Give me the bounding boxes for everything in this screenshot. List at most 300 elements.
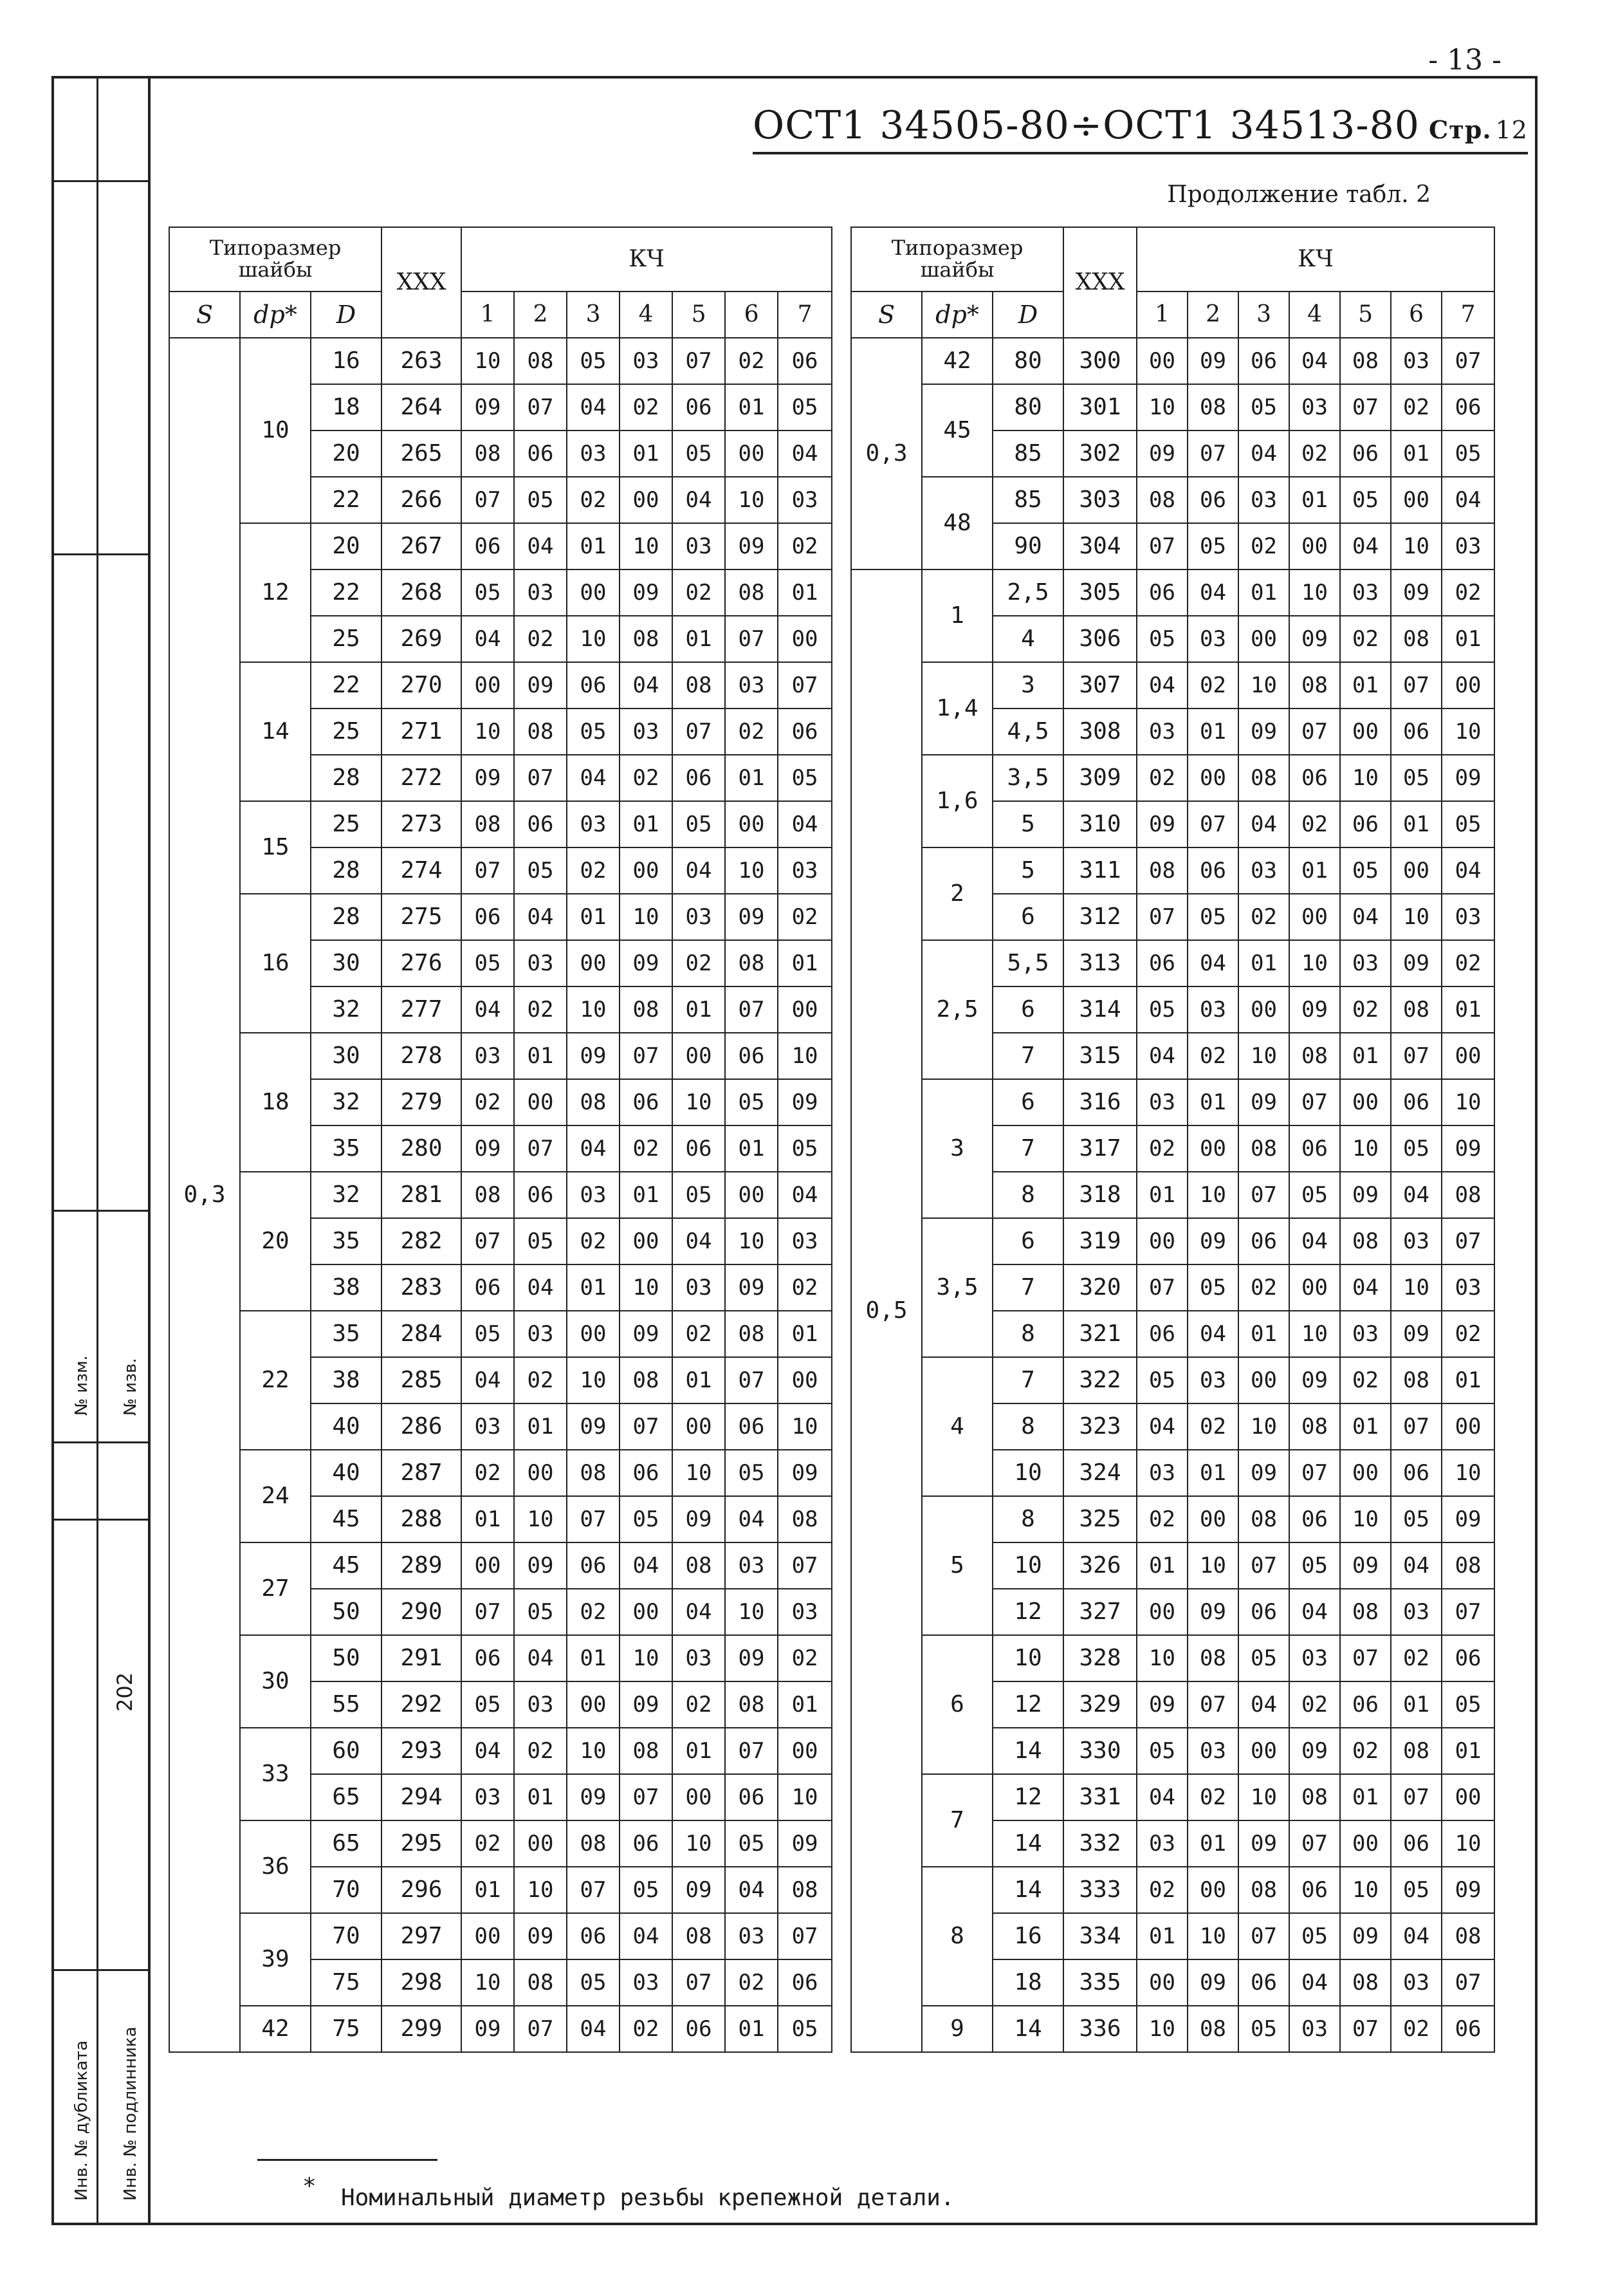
header-group: Типоразмер шайбы <box>851 227 1063 292</box>
cell-kc: 03 <box>1137 708 1188 755</box>
cell-kc: 10 <box>1391 894 1442 940</box>
cell-kc: 08 <box>1442 1542 1494 1589</box>
cell-d: 65 <box>311 1774 381 1820</box>
cell-kc: 04 <box>1188 1311 1238 1357</box>
cell-kc: 05 <box>1442 430 1494 477</box>
cell-kc: 02 <box>514 986 567 1033</box>
cell-kc: 04 <box>778 801 832 847</box>
cell-kc: 08 <box>1188 2006 1238 2052</box>
cell-xxx: 272 <box>381 755 461 801</box>
cell-s: 0,3 <box>851 338 922 569</box>
cell-kc: 04 <box>620 1913 672 1959</box>
header-s: S <box>169 292 240 338</box>
cell-d: 7 <box>993 1357 1063 1403</box>
cell-kc: 08 <box>1289 662 1340 708</box>
cell-kc: 04 <box>461 1728 514 1774</box>
cell-kc: 03 <box>567 801 620 847</box>
cell-xxx: 317 <box>1063 1125 1137 1172</box>
cell-kc: 06 <box>1289 1496 1340 1542</box>
cell-kc: 07 <box>778 1542 832 1589</box>
cell-kc: 03 <box>620 708 672 755</box>
cell-kc: 08 <box>1238 1496 1289 1542</box>
cell-kc: 01 <box>514 1774 567 1820</box>
cell-kc: 03 <box>778 1589 832 1635</box>
cell-kc: 04 <box>1289 1959 1340 2006</box>
cell-dp: 8 <box>922 1867 993 2006</box>
cell-kc: 07 <box>1391 1774 1442 1820</box>
cell-xxx: 265 <box>381 430 461 477</box>
cell-dp: 2 <box>922 847 993 940</box>
cell-kc: 05 <box>1238 1635 1289 1681</box>
cell-kc: 07 <box>1442 1589 1494 1635</box>
cell-kc: 09 <box>1238 1820 1289 1867</box>
margin-hline-3 <box>51 1441 151 1443</box>
cell-kc: 00 <box>725 430 778 477</box>
cell-kc: 01 <box>1188 708 1238 755</box>
cell-kc: 01 <box>672 1357 725 1403</box>
cell-kc: 06 <box>1442 1635 1494 1681</box>
cell-xxx: 263 <box>381 338 461 384</box>
cell-d: 75 <box>311 2006 381 2052</box>
cell-kc: 03 <box>461 1403 514 1450</box>
cell-kc: 00 <box>1340 1820 1391 1867</box>
cell-kc: 03 <box>1137 1450 1188 1496</box>
cell-d: 32 <box>311 986 381 1033</box>
cell-kc: 05 <box>567 708 620 755</box>
cell-kc: 02 <box>778 523 832 569</box>
cell-kc: 09 <box>1289 616 1340 662</box>
cell-kc: 03 <box>1188 616 1238 662</box>
cell-kc: 06 <box>1188 477 1238 523</box>
cell-kc: 03 <box>514 1681 567 1728</box>
cell-d: 30 <box>311 940 381 986</box>
cell-kc: 01 <box>1289 477 1340 523</box>
cell-kc: 02 <box>1391 384 1442 430</box>
cell-d: 38 <box>311 1357 381 1403</box>
cell-kc: 00 <box>461 1913 514 1959</box>
cell-xxx: 318 <box>1063 1172 1137 1218</box>
cell-xxx: 273 <box>381 801 461 847</box>
cell-d: 6 <box>993 986 1063 1033</box>
cell-d: 25 <box>311 801 381 847</box>
cell-kc: 09 <box>1137 430 1188 477</box>
cell-xxx: 266 <box>381 477 461 523</box>
cell-kc: 06 <box>1137 569 1188 616</box>
cell-d: 28 <box>311 847 381 894</box>
margin-izm: № изм. <box>72 1355 91 1416</box>
cell-dp: 3 <box>922 1079 993 1218</box>
cell-kc: 00 <box>725 1172 778 1218</box>
cell-kc: 04 <box>620 662 672 708</box>
cell-kc: 06 <box>725 1774 778 1820</box>
cell-kc: 01 <box>620 430 672 477</box>
table-row <box>169 662 832 708</box>
cell-kc: 09 <box>778 1820 832 1867</box>
cell-kc: 02 <box>672 1681 725 1728</box>
cell-d: 16 <box>311 338 381 384</box>
cell-kc: 00 <box>672 1774 725 1820</box>
cell-d: 8 <box>993 1172 1063 1218</box>
cell-kc: 02 <box>725 708 778 755</box>
cell-kc: 05 <box>1391 1125 1442 1172</box>
cell-kc: 01 <box>1137 1172 1188 1218</box>
cell-kc: 05 <box>778 384 832 430</box>
cell-kc: 01 <box>567 1635 620 1681</box>
cell-kc: 10 <box>567 1357 620 1403</box>
cell-kc: 03 <box>620 338 672 384</box>
cell-kc: 07 <box>1340 2006 1391 2052</box>
cell-xxx: 330 <box>1063 1728 1137 1774</box>
cell-kc: 00 <box>567 1681 620 1728</box>
cell-kc: 00 <box>1137 1589 1188 1635</box>
cell-kc: 04 <box>1442 477 1494 523</box>
cell-kc: 03 <box>1137 1820 1188 1867</box>
cell-kc: 10 <box>567 616 620 662</box>
cell-kc: 02 <box>1238 1264 1289 1311</box>
cell-kc: 02 <box>567 1589 620 1635</box>
cell-kc: 06 <box>1340 801 1391 847</box>
cell-kc: 08 <box>1442 1913 1494 1959</box>
cell-kc: 08 <box>672 662 725 708</box>
cell-kc: 02 <box>514 1728 567 1774</box>
cell-kc: 00 <box>1340 708 1391 755</box>
cell-kc: 02 <box>778 894 832 940</box>
cell-kc: 10 <box>1442 1450 1494 1496</box>
cell-kc: 00 <box>1238 986 1289 1033</box>
table-row <box>851 1774 1494 1820</box>
cell-kc: 05 <box>514 477 567 523</box>
cell-xxx: 309 <box>1063 755 1137 801</box>
cell-kc: 08 <box>1188 384 1238 430</box>
cell-kc: 07 <box>1137 523 1188 569</box>
cell-kc: 02 <box>1289 1681 1340 1728</box>
cell-d: 70 <box>311 1913 381 1959</box>
standard-code: ОСТ1 34505-80÷ОСТ1 34513-80 <box>753 103 1420 148</box>
cell-kc: 07 <box>725 1357 778 1403</box>
cell-kc: 04 <box>1188 940 1238 986</box>
cell-kc: 00 <box>778 1357 832 1403</box>
cell-xxx: 286 <box>381 1403 461 1450</box>
cell-dp: 10 <box>240 338 311 523</box>
cell-kc: 07 <box>725 986 778 1033</box>
cell-kc: 09 <box>567 1033 620 1079</box>
cell-kc: 06 <box>1137 1311 1188 1357</box>
cell-kc: 05 <box>620 1867 672 1913</box>
cell-kc: 09 <box>725 894 778 940</box>
cell-kc: 10 <box>1289 940 1340 986</box>
cell-dp: 20 <box>240 1172 311 1311</box>
cell-kc: 05 <box>778 1125 832 1172</box>
cell-kc: 02 <box>778 1264 832 1311</box>
cell-kc: 05 <box>672 430 725 477</box>
cell-kc: 03 <box>725 1913 778 1959</box>
cell-kc: 10 <box>1137 2006 1188 2052</box>
cell-kc: 02 <box>1340 1357 1391 1403</box>
cell-dp: 9 <box>922 2006 993 2052</box>
cell-kc: 10 <box>461 338 514 384</box>
cell-kc: 03 <box>1188 986 1238 1033</box>
cell-xxx: 305 <box>1063 569 1137 616</box>
cell-d: 5,5 <box>993 940 1063 986</box>
header-xxx: XXX <box>1063 227 1137 338</box>
cell-xxx: 325 <box>1063 1496 1137 1542</box>
cell-kc: 02 <box>514 1357 567 1403</box>
cell-kc: 01 <box>1391 801 1442 847</box>
table-row <box>169 2006 832 2052</box>
cell-dp: 4 <box>922 1357 993 1496</box>
cell-kc: 08 <box>778 1867 832 1913</box>
cell-kc: 06 <box>1391 708 1442 755</box>
cell-kc: 04 <box>778 1172 832 1218</box>
cell-kc: 07 <box>1238 1542 1289 1589</box>
cell-xxx: 294 <box>381 1774 461 1820</box>
cell-kc: 04 <box>1289 1589 1340 1635</box>
cell-kc: 07 <box>461 847 514 894</box>
cell-dp: 18 <box>240 1033 311 1172</box>
cell-kc: 03 <box>1442 1264 1494 1311</box>
cell-kc: 07 <box>1289 1820 1340 1867</box>
cell-d: 28 <box>311 755 381 801</box>
cell-kc: 02 <box>1391 1635 1442 1681</box>
cell-xxx: 302 <box>1063 430 1137 477</box>
table-body-right <box>851 338 1494 2052</box>
cell-kc: 06 <box>461 1635 514 1681</box>
cell-kc: 00 <box>1137 338 1188 384</box>
cell-dp: 36 <box>240 1820 311 1913</box>
cell-d: 28 <box>311 894 381 940</box>
cell-kc: 08 <box>514 338 567 384</box>
cell-dp: 6 <box>922 1635 993 1774</box>
cell-dp: 2,5 <box>922 940 993 1079</box>
cell-kc: 05 <box>1289 1172 1340 1218</box>
cell-kc: 09 <box>1340 1172 1391 1218</box>
cell-kc: 02 <box>778 1635 832 1681</box>
cell-kc: 00 <box>1137 1959 1188 2006</box>
cell-xxx: 312 <box>1063 894 1137 940</box>
cell-d: 22 <box>311 477 381 523</box>
document-title <box>753 103 1528 154</box>
cell-kc: 06 <box>725 1033 778 1079</box>
table-right <box>850 227 1495 2053</box>
table-row <box>851 1635 1494 1681</box>
page-number: - 13 - <box>1428 44 1502 77</box>
cell-kc: 03 <box>1391 338 1442 384</box>
cell-kc: 07 <box>1188 430 1238 477</box>
cell-kc: 06 <box>1238 1218 1289 1264</box>
cell-kc: 01 <box>1188 1820 1238 1867</box>
margin-hline-5 <box>51 1969 151 1971</box>
cell-kc: 01 <box>778 940 832 986</box>
table-row <box>851 1357 1494 1403</box>
table-row <box>169 1172 832 1218</box>
cell-kc: 07 <box>1391 1033 1442 1079</box>
cell-d: 7 <box>993 1125 1063 1172</box>
cell-dp: 1 <box>922 569 993 662</box>
cell-kc: 06 <box>567 662 620 708</box>
cell-kc: 10 <box>567 986 620 1033</box>
cell-kc: 05 <box>461 1681 514 1728</box>
cell-xxx: 291 <box>381 1635 461 1681</box>
cell-kc: 03 <box>1289 2006 1340 2052</box>
cell-kc: 05 <box>1340 847 1391 894</box>
cell-kc: 08 <box>725 569 778 616</box>
cell-xxx: 313 <box>1063 940 1137 986</box>
cell-kc: 09 <box>1442 1867 1494 1913</box>
cell-kc: 09 <box>1188 1589 1238 1635</box>
cell-kc: 01 <box>725 2006 778 2052</box>
cell-kc: 05 <box>672 801 725 847</box>
cell-kc: 05 <box>1137 1728 1188 1774</box>
cell-kc: 08 <box>1238 755 1289 801</box>
table-row <box>851 847 1494 894</box>
cell-xxx: 295 <box>381 1820 461 1867</box>
cell-kc: 02 <box>1188 1774 1238 1820</box>
cell-kc: 02 <box>1442 569 1494 616</box>
table-row <box>169 1728 832 1774</box>
cell-kc: 09 <box>1340 1542 1391 1589</box>
header-kc-col: 5 <box>672 292 725 338</box>
cell-kc: 00 <box>620 1589 672 1635</box>
cell-kc: 07 <box>620 1033 672 1079</box>
table-body-left <box>169 338 832 2052</box>
header-kc: КЧ <box>461 227 832 292</box>
table-row <box>169 1033 832 1079</box>
cell-xxx: 275 <box>381 894 461 940</box>
header-kc-col: 3 <box>567 292 620 338</box>
cell-kc: 06 <box>514 1172 567 1218</box>
cell-kc: 03 <box>778 477 832 523</box>
cell-xxx: 276 <box>381 940 461 986</box>
cell-kc: 00 <box>778 1728 832 1774</box>
cell-kc: 04 <box>1289 338 1340 384</box>
cell-kc: 09 <box>461 1125 514 1172</box>
table-row <box>169 1542 832 1589</box>
cell-kc: 05 <box>1238 2006 1289 2052</box>
cell-xxx: 269 <box>381 616 461 662</box>
table-row <box>169 1450 832 1496</box>
cell-kc: 01 <box>567 1264 620 1311</box>
cell-kc: 07 <box>1188 801 1238 847</box>
cell-kc: 04 <box>672 847 725 894</box>
margin-hline-top <box>51 180 151 182</box>
cell-dp: 42 <box>922 338 993 384</box>
cell-xxx: 290 <box>381 1589 461 1635</box>
cell-d: 18 <box>311 384 381 430</box>
cell-kc: 00 <box>725 801 778 847</box>
cell-kc: 09 <box>672 1867 725 1913</box>
cell-kc: 10 <box>725 1218 778 1264</box>
cell-xxx: 331 <box>1063 1774 1137 1820</box>
cell-xxx: 307 <box>1063 662 1137 708</box>
cell-d: 35 <box>311 1218 381 1264</box>
cell-kc: 00 <box>1442 1033 1494 1079</box>
cell-kc: 04 <box>1340 1264 1391 1311</box>
cell-kc: 07 <box>1340 384 1391 430</box>
cell-kc: 09 <box>672 1496 725 1542</box>
cell-kc: 00 <box>620 847 672 894</box>
cell-d: 30 <box>311 1033 381 1079</box>
header-kc: КЧ <box>1137 227 1494 292</box>
cell-d: 40 <box>311 1403 381 1450</box>
cell-kc: 08 <box>778 1496 832 1542</box>
cell-kc: 09 <box>620 1681 672 1728</box>
cell-kc: 01 <box>1340 1774 1391 1820</box>
cell-d: 2,5 <box>993 569 1063 616</box>
cell-kc: 07 <box>514 2006 567 2052</box>
cell-xxx: 324 <box>1063 1450 1137 1496</box>
cell-kc: 08 <box>1137 477 1188 523</box>
cell-kc: 09 <box>1442 1496 1494 1542</box>
cell-kc: 03 <box>567 1172 620 1218</box>
cell-xxx: 320 <box>1063 1264 1137 1311</box>
cell-kc: 02 <box>1137 1125 1188 1172</box>
cell-kc: 01 <box>1340 1033 1391 1079</box>
cell-kc: 05 <box>725 1450 778 1496</box>
table-row <box>851 384 1494 430</box>
cell-d: 85 <box>993 477 1063 523</box>
cell-kc: 04 <box>672 1589 725 1635</box>
cell-d: 25 <box>311 708 381 755</box>
footnote-marker: * <box>302 2173 317 2199</box>
cell-kc: 04 <box>672 1218 725 1264</box>
cell-kc: 04 <box>1391 1913 1442 1959</box>
cell-kc: 03 <box>514 940 567 986</box>
cell-kc: 02 <box>620 1125 672 1172</box>
cell-kc: 01 <box>672 616 725 662</box>
cell-kc: 06 <box>514 430 567 477</box>
cell-kc: 00 <box>567 1311 620 1357</box>
cell-dp: 16 <box>240 894 311 1033</box>
cell-kc: 01 <box>1340 1403 1391 1450</box>
cell-kc: 08 <box>1188 1635 1238 1681</box>
cell-kc: 08 <box>1238 1867 1289 1913</box>
cell-xxx: 329 <box>1063 1681 1137 1728</box>
cell-kc: 00 <box>1188 1125 1238 1172</box>
cell-kc: 09 <box>514 1913 567 1959</box>
cell-kc: 02 <box>461 1450 514 1496</box>
cell-kc: 00 <box>567 569 620 616</box>
cell-kc: 00 <box>1238 1357 1289 1403</box>
header-d: D <box>993 292 1063 338</box>
header-kc-col: 6 <box>725 292 778 338</box>
cell-kc: 10 <box>1137 1635 1188 1681</box>
cell-xxx: 284 <box>381 1311 461 1357</box>
cell-kc: 08 <box>514 708 567 755</box>
cell-xxx: 322 <box>1063 1357 1137 1403</box>
cell-kc: 09 <box>514 1542 567 1589</box>
cell-kc: 06 <box>1238 338 1289 384</box>
cell-kc: 03 <box>461 1774 514 1820</box>
cell-kc: 02 <box>1188 1403 1238 1450</box>
cell-kc: 05 <box>1238 384 1289 430</box>
cell-kc: 03 <box>725 662 778 708</box>
header-xxx: XXX <box>381 227 461 338</box>
cell-d: 7 <box>993 1264 1063 1311</box>
cell-d: 35 <box>311 1125 381 1172</box>
cell-xxx: 328 <box>1063 1635 1137 1681</box>
cell-kc: 03 <box>778 847 832 894</box>
cell-d: 45 <box>311 1542 381 1589</box>
cell-kc: 09 <box>461 384 514 430</box>
cell-kc: 09 <box>461 755 514 801</box>
cell-kc: 02 <box>672 940 725 986</box>
cell-d: 8 <box>993 1496 1063 1542</box>
cell-kc: 10 <box>778 1033 832 1079</box>
cell-kc: 05 <box>672 1172 725 1218</box>
cell-d: 70 <box>311 1867 381 1913</box>
cell-kc: 10 <box>1188 1913 1238 1959</box>
cell-kc: 10 <box>672 1450 725 1496</box>
